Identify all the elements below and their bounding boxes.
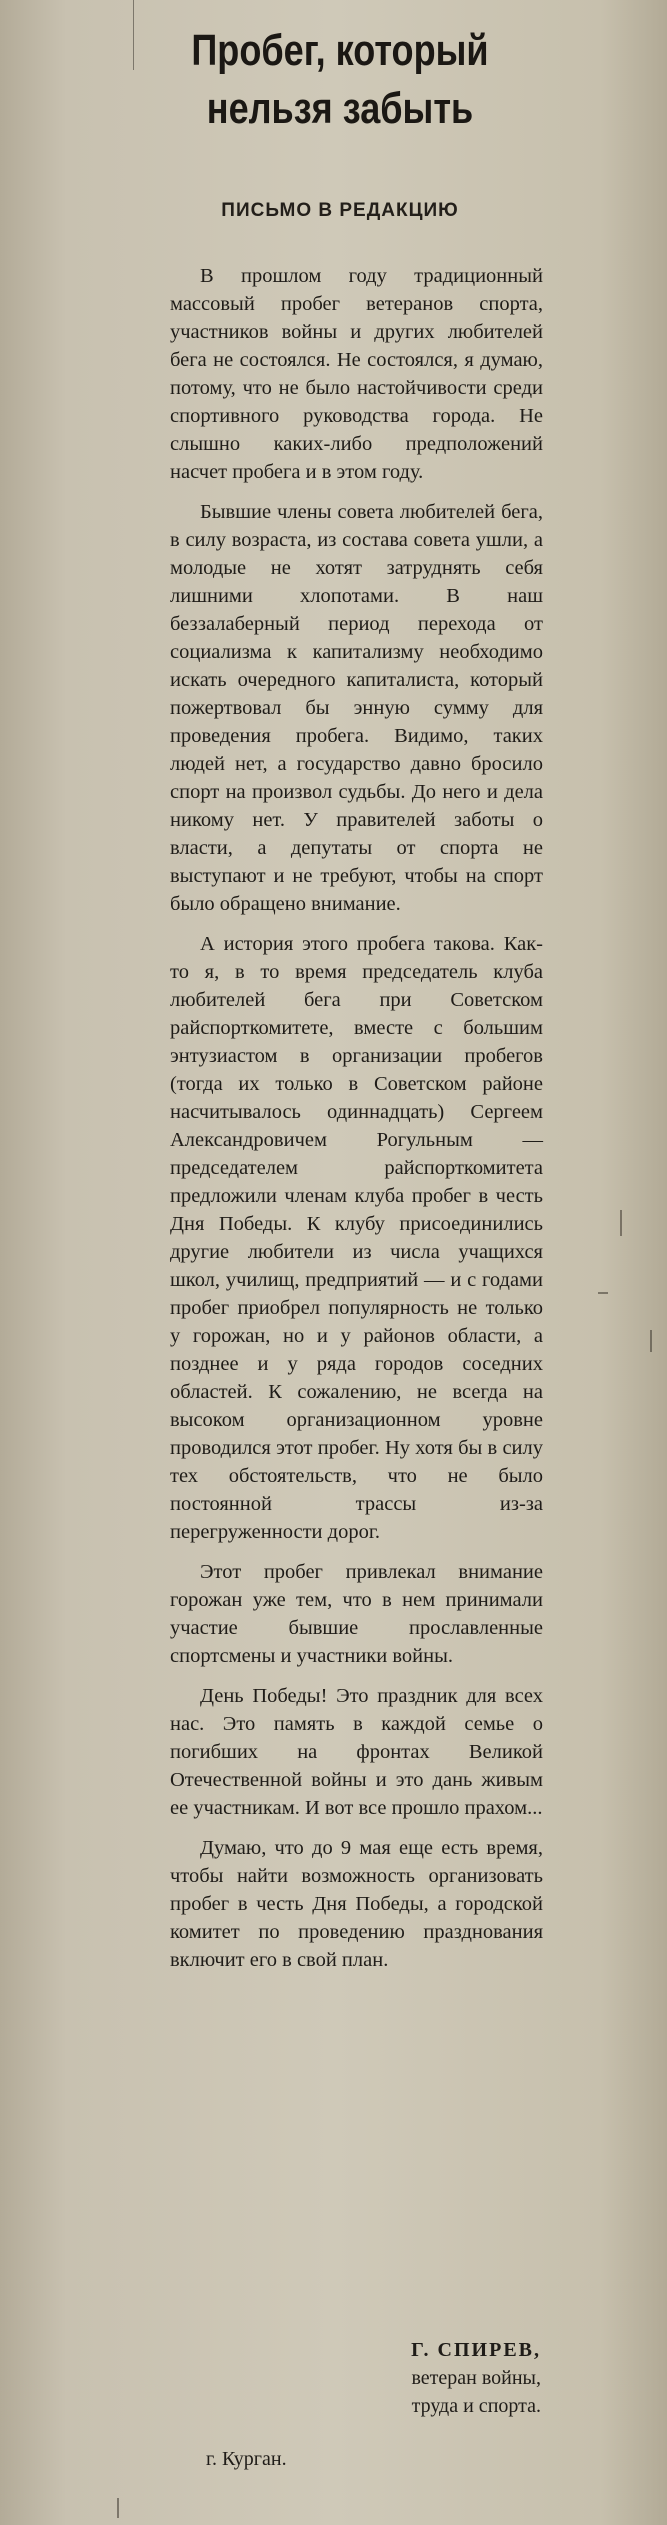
author-city: г. Курган.	[206, 2448, 287, 2470]
article-title-line-1: Пробег, который	[191, 26, 489, 75]
author-title-line-1: ветеран войны,	[411, 2367, 541, 2389]
article-body	[170, 262, 543, 1986]
paragraph-5: День Победы! Это праздник для всех нас. Это память в каждой семье о погибших на фронтах Великой Отечественной войны и это дань живым ее участникам. И вот все прошло прахом...	[170, 1685, 543, 1819]
paragraph-4: Этот пробег привлекал внимание горожан уже тем, что в нем принимали участие бывшие прославленные спортсмены и участники войны.	[170, 1561, 543, 1667]
paragraph-1: В прошлом году традиционный массовый пробег ветеранов спорта, участников войны и других любителей бега не состоялся. Не состоялся, я думаю, потому, что не было настойчивости среди спортивного руководства города. Не слышно каких-либо предположений насчет пробега и в этом году.	[170, 265, 543, 483]
fold-line	[133, 0, 134, 70]
paragraph-3: А история этого пробега такова. Как-то я, в то время председатель клуба любителей бега при Советском райспорткомитете, вместе с большим энтузиастом в организации пробегов (тогда их только в Советском районе насчитывалось одиннадцать) Сергеем Александровичем Рогульным — председателем райспорткомитета предложили членам клуба пробег в честь Дня Победы. К клубу присоединились другие любители из числа учащихся школ, училищ, предприятий — и с годами пробег приобрел популярность не только у горожан, но и у районов области, а позднее и у ряда городов соседних областей. К сожалению, не всегда на высоком организационном уровне проводился этот пробег. Ну хотя бы в силу тех обстоятельств, что не было постоянной трассы из-за перегруженности дорог.	[170, 933, 543, 1543]
ink-scratch	[598, 1292, 608, 1294]
author-name: Г. СПИРЕВ,	[411, 2339, 541, 2361]
article-rubric: ПИСЬМО В РЕДАКЦИЮ	[221, 200, 459, 221]
paragraph-2: Бывшие члены совета любителей бега, в силу возраста, из состава совета ушли, а молодые не хотят затруднять себя лишними хлопотами. В наш беззалаберный период перехода от социализма к капитализму необходимо искать очередного капиталиста, который пожертвовал бы энную сумму для проведения пробега. Видимо, таких людей нет, а государство давно бросило спорт на произвол судьбы. До него и дела никому нет. У правителей заботы о власти, а депутаты от спорта не выступают и не требуют, чтобы на спорт было обращено внимание.	[170, 501, 543, 915]
paragraph-6: Думаю, что до 9 мая еще есть время, чтобы найти возможность организовать пробег в честь Дня Победы, а городской комитет по проведению празднования включит его в свой план.	[170, 1837, 543, 1971]
author-title-line-2: труда и спорта.	[411, 2395, 541, 2417]
ink-scratch	[650, 1330, 652, 1352]
article-title	[160, 22, 521, 138]
article-title-line-2: нельзя забыть	[206, 84, 474, 133]
ink-scratch	[117, 2498, 119, 2518]
ink-scratch	[620, 1210, 622, 1236]
author-signature	[411, 2336, 541, 2420]
